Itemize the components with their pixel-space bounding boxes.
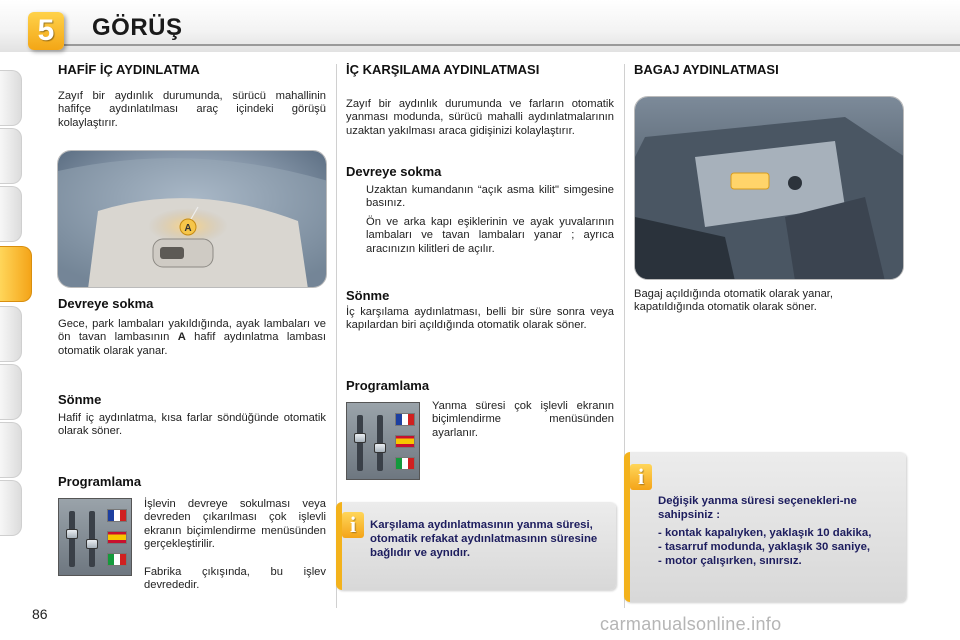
text-sonme: Hafif iç aydınlatma, kısa farlar söndüğünde otomatik olarak söner. [58, 412, 326, 438]
text-part: Gece, park lambaları yakıldığında, ayak lambaları ve ön tavan lambasının [58, 318, 326, 344]
text-bullet-remote: Uzaktan kumandanın “açık asma kilit" simgesine basınız. [366, 184, 614, 210]
side-tab-active[interactable] [0, 246, 32, 302]
intro-text-hafif: Zayıf bir aydınlık durumunda, sürücü mahallinin hafifçe aydınlatılması araç içindeki görüşü kolaylaştırır. [58, 90, 326, 129]
watermark: carmanualsonline.info [600, 614, 782, 634]
bold-label-a: A [177, 331, 186, 344]
info-list-bagaj [658, 526, 902, 568]
photo-label-a: A [184, 223, 192, 234]
info-title-bagaj: Değişik yanma süresi seçenekleri-ne sahipsiniz : [658, 495, 857, 521]
info-list-item: - kontak kapalıyken, yaklaşık 10 dakika, [658, 527, 872, 539]
info-list-item: - motor çalışırken, sınırsız. [658, 555, 802, 567]
text-devreye-sokma [58, 318, 326, 358]
side-tab[interactable] [0, 128, 22, 184]
caption-bagaj: Bagaj açıldığında otomatik olarak yanar, kapatıldığında otomatik olarak söner. [634, 288, 834, 314]
side-tab[interactable] [0, 70, 22, 126]
side-tab[interactable] [0, 306, 22, 362]
side-tab[interactable] [0, 422, 22, 478]
photo-trunk-light [634, 96, 904, 280]
text-sonme-2: İç karşılama aydınlatması, belli bir süre sonra veya kapılardan biri açıldığında otomatik olarak söner. [346, 306, 614, 332]
section-title-bagaj: BAGAJ AYDINLATMASI [634, 62, 779, 77]
section-title-karsilama: İÇ KARŞILAMA AYDINLATMASI [346, 62, 540, 77]
page-number: 86 [32, 606, 48, 622]
info-icon: i [342, 512, 364, 538]
text-part: hafif aydınlatma lambası otomatik olarak yanar. [58, 331, 326, 357]
subtitle-devreye-sokma: Devreye sokma [58, 296, 154, 311]
header-rule [64, 44, 960, 46]
trunk-light-illustration [635, 97, 904, 280]
chapter-side-tabs [0, 70, 26, 560]
intro-text-karsilama: Zayıf bir aydınlık durumunda ve farların otomatik yanması modunda, sürücü mahalli aydınlatmalarının uzaktan yakılması araca gidişinizi kolaylaştırır. [346, 98, 614, 137]
text-programlama-2: Fabrika çıkışında, bu işlev devrededir. [144, 566, 326, 592]
photo-ceiling-light [57, 150, 327, 288]
multifunction-display-icon [346, 402, 420, 480]
info-text-karsilama: Karşılama aydınlatmasının yanma süresi, otomatik refakat aydınlatmasının süresine bağlıdır ve aynıdır. [370, 519, 598, 559]
side-tab[interactable] [0, 186, 22, 242]
info-list-item: - tasarruf modunda, yaklaşık 30 saniye, [658, 541, 871, 553]
subtitle-sonme-2: Sönme [346, 288, 390, 303]
chapter-title: GÖRÜŞ [92, 14, 183, 41]
ceiling-light-illustration [58, 151, 327, 288]
info-icon: i [630, 464, 652, 490]
text-programlama-1: İşlevin devreye sokulması veya devreden çıkarılması çok işlevli ekranın biçimlendirme menüsünden gerçekleştirilir. [144, 498, 326, 551]
side-tab[interactable] [0, 364, 22, 420]
side-tab[interactable] [0, 480, 22, 536]
section-title-hafif: HAFİF İÇ AYDINLATMA [58, 62, 200, 77]
chapter-number-badge: 5 [28, 12, 64, 50]
text-devreye-sokma-2: Ön ve arka kapı eşiklerinin ve ayak yuvalarının lambaları ve tavan lambaları yanar ; ayrıca aracınızın kilitleri de açılır. [366, 216, 614, 255]
subtitle-devreye-sokma-2: Devreye sokma [346, 164, 442, 179]
multifunction-display-icon [58, 498, 132, 576]
text-programlama-3: Yanma süresi çok işlevli ekranın biçimlendirme menüsünden ayarlanır. [432, 400, 614, 439]
subtitle-sonme: Sönme [58, 392, 102, 407]
subtitle-programlama-2: Programlama [346, 378, 430, 393]
trunk-lamp [731, 173, 769, 189]
subtitle-programlama: Programlama [58, 474, 142, 489]
